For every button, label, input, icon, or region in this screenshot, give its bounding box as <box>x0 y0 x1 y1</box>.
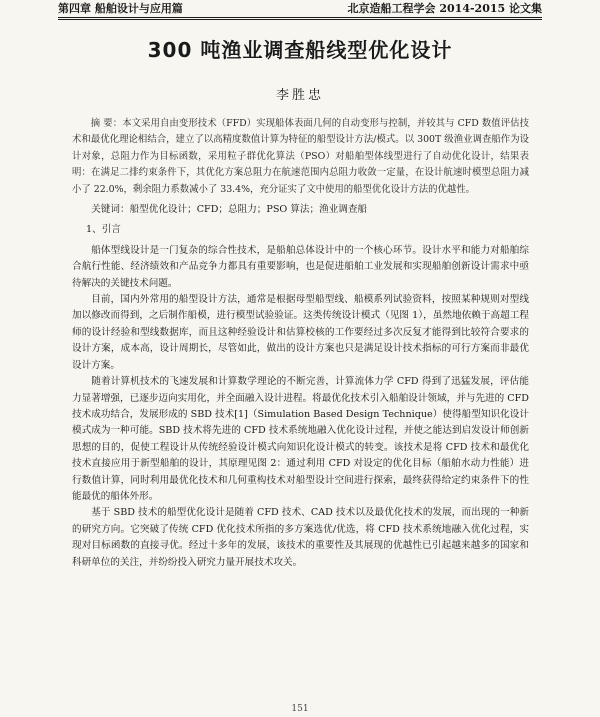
section-heading-intro: 1、引言 <box>86 224 121 236</box>
abstract-text: 本文采用自由变形技术（FFD）实现船体表面几何的自动变形与控制，并较其与 CFD 数值评估技术和最优化理论相结合，建立了以高精度数值计算为特征的船型设计方法/模式。以 300T 级渔业调查船作为设计对象，总阻力作为目标函数，采用粒子群优化算法（PSO）对船舶型体线型进行了自动优化设计，结果表明：在满足二排约束条件下，其优化方案总阻力在航速范围内总阻力收敛一定量，在设计航速时模型总阻力减小了 22.0%，剩余阻力系数减小了 33.4%，充分证实了文中使用的船型优化设计方法的优越性。 <box>72 118 530 195</box>
paragraph: 基于 SBD 技术的船型优化设计是随着 CFD 技术、CAD 技术以及最优化技术的发展，而出现的一种新的研究方向。它突破了传统 CFD 优化技术所指的多方案选优/优选，将 CFD 技术系统地融入优化过程，实现对目标函数的直接寻优。经过十多年的发展，该技术的重要性及其展现的优越性已引起越来越多的国家和科研单位的关注，并纷纷投入研究力量开展技术攻关。 <box>72 507 529 568</box>
paragraph: 随着计算机技术的飞速发展和计算数学理论的不断完善，计算流体力学 CFD 得到了迅猛发展，评估能力显著增强，已逐步迈向实用化，并全面融入设计进程。将最优化技术引入船舶设计领域，并与先进的 CFD 技术成功结合，发展形成的 SBD 技术[1]（Simulation Based Design Technique）使得船型知识化设计模式成为一种可能。SBD 技术将先进的 CFD 技术系统地融入优化设计过程，并使之能达到启发设计师创新思想的目的，促使工程设计从传统经验设计模式向知识化设计模式的转变。该技术是将 CFD 技术和最优化技术直接应用于新型船舶的设计，其原理见图 2：通过利用 CFD 对设定的优化目标（船舶水动力性能）进行数值计算，同时利用最优化技术和几何重构技术对船型设计空间进行探索，最终获得给定约束条件下的性能最优的船体外形。 <box>72 376 529 502</box>
keywords-label: 关键词： <box>91 204 130 216</box>
running-header <box>0 0 600 18</box>
paper-title: 300 吨渔业调查船线型优化设计 <box>147 38 453 62</box>
header-rule-secondary <box>58 19 542 20</box>
header-rule <box>58 17 542 18</box>
abstract-label: 摘 要： <box>90 118 123 129</box>
keywords-text: 船型优化设计；CFD；总阻力；PSO 算法；渔业调查船 <box>129 204 368 216</box>
header-proceedings: 北京造船工程学会 2014-2015 论文集 <box>347 2 542 15</box>
paragraph: 目前，国内外常用的船型设计方法，通常是根据母型船型线、船模系列试验资料，按照某种规则对型线加以修改而得到，之后制作船模，进行模型试验验证。这类传统设计模式（见图 1），虽然地依赖于高超工程师的设计经验和型线数据库，而且这种经验设计和估算校核的工作要经过多次反复才能得到比较符合要求的设计方案，成本高，设计周期长，尽管如此，做出的设计方案也只是满足设计技术指标的可行方案而非最优设计方案。 <box>72 294 529 371</box>
paragraph: 船体型线设计是一门复杂的综合性技术，是船舶总体设计中的一个核心环节。设计水平和能力对船舶综合航行性能、经济绩效和产品竞争力都具有重要影响，也是促进船舶工业发展和实现船舶创新设计需求中亟待解决的关键技术问题。 <box>72 244 529 289</box>
author-name: 李胜忠 <box>275 88 324 103</box>
paper-body <box>72 116 529 571</box>
header-chapter: 第四章 船舶设计与应用篇 <box>58 2 183 15</box>
keywords <box>72 202 529 218</box>
abstract <box>72 116 529 198</box>
page-number: 151 <box>291 704 309 714</box>
